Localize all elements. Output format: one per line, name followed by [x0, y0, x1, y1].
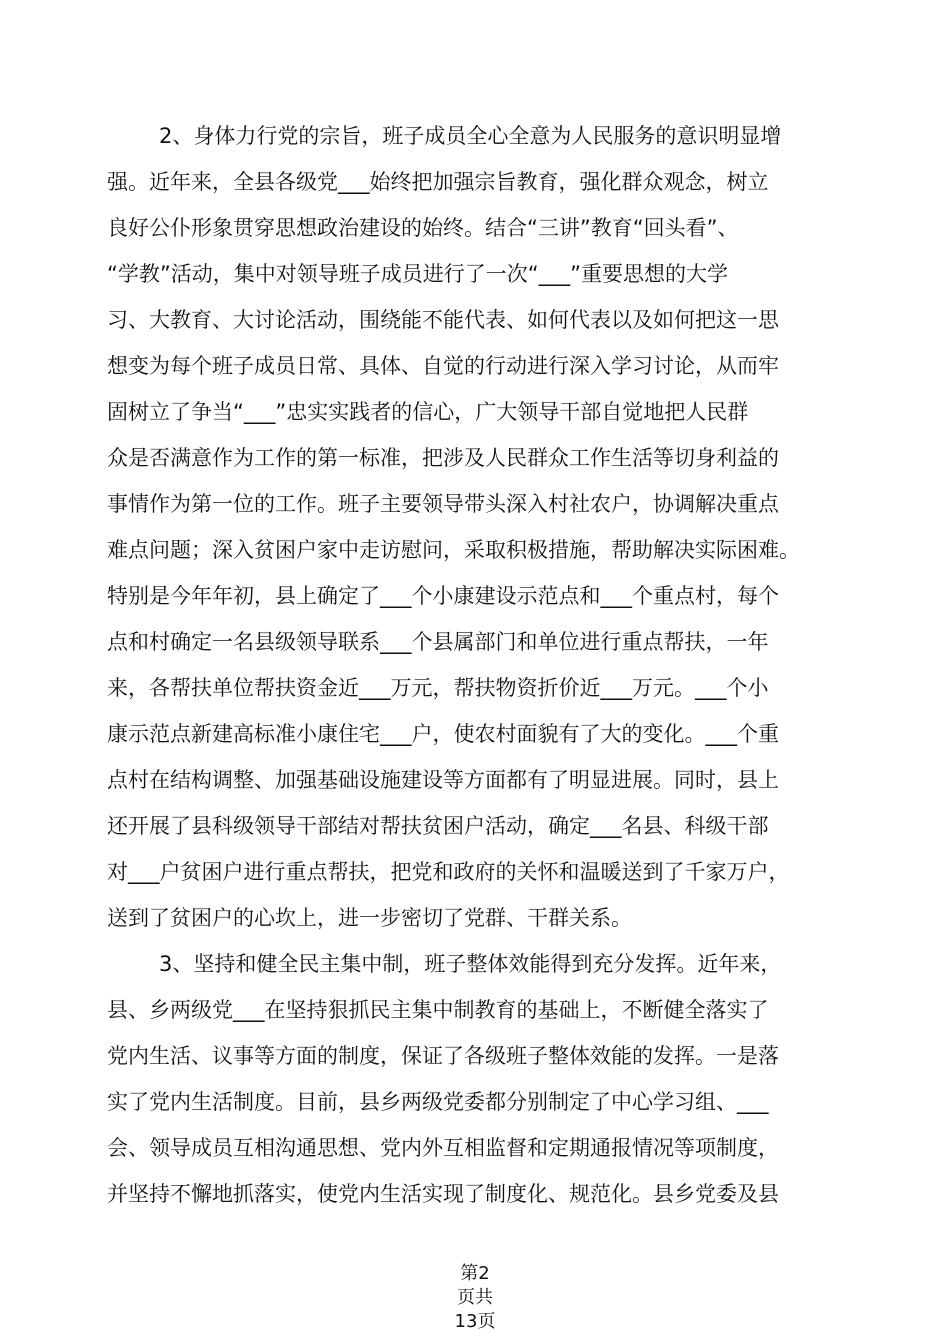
text-line: 并坚持不懈地抓落实，使党内生活实现了制度化、规范化。县乡党委及县 — [107, 1182, 779, 1206]
text-line: 县、乡两级党___在坚持狠抓民主集中制教育的基础上，不断健全落实了 — [107, 998, 769, 1022]
text-line: 众是否满意作为工作的第一标准，把涉及人民群众工作生活等切身利益的 — [107, 446, 779, 470]
text-line: 实了党内生活制度。目前，县乡两级党委都分别制定了中心学习组、___ — [107, 1090, 769, 1114]
text-line: 会、领导成员互相沟通思想、党内外互相监督和定期通报情况等项制度， — [107, 1136, 779, 1160]
text-line: 点和村确定一名县级领导联系___个县属部门和单位进行重点帮扶，一年 — [107, 630, 769, 654]
text-line: 良好公仆形象贯穿思想政治建设的始终。结合“三讲”教育“回头看”、 — [107, 216, 739, 240]
text-line: 习、大教育、大讨论活动，围绕能不能代表、如何代表以及如何把这一思 — [107, 308, 779, 332]
paragraph-2 — [107, 113, 837, 941]
text-line: 党内生活、议事等方面的制度，保证了各级班子整体效能的发挥。一是落 — [107, 1044, 779, 1068]
text-line: 难点问题；深入贫困户家中走访慰问，采取积极措施，帮助解决实际困难。 — [107, 538, 800, 562]
text-line: 康示范点新建高标准小康住宅___户，使农村面貌有了大的变化。___个重 — [107, 722, 779, 746]
document-body — [107, 113, 837, 1217]
text-line: 还开展了县科级领导干部结对帮扶贫困户活动，确定___名县、科级干部 — [107, 814, 769, 838]
text-line: 对___户贫困户进行重点帮扶，把党和政府的关怀和温暖送到了千家万户， — [107, 860, 790, 884]
page-number-footer — [0, 1262, 950, 1334]
page-number-line: 第2 — [460, 1263, 490, 1284]
page-number-line: 页共 — [457, 1287, 493, 1308]
text-line: 2、身体力行党的宗旨，班子成员全心全意为人民服务的意识明显增 — [159, 124, 782, 148]
text-line: 送到了贫困户的心坎上，进一步密切了党群、干群关系。 — [107, 906, 632, 930]
paragraph-3 — [107, 941, 837, 1217]
page-number-line: 13页 — [454, 1311, 496, 1332]
text-line: 固树立了争当“___”忠实实践者的信心，广大领导干部自觉地把人民群 — [107, 400, 749, 424]
text-line: 点村在结构调整、加强基础设施建设等方面都有了明显进展。同时，县上 — [107, 768, 779, 792]
text-line: “学教”活动，集中对领导班子成员进行了一次“___”重要思想的大学 — [107, 262, 729, 286]
text-line: 特别是今年年初，县上确定了___个小康建设示范点和___个重点村，每个 — [107, 584, 779, 608]
text-line: 想变为每个班子成员日常、具体、自觉的行动进行深入学习讨论，从而牢 — [107, 354, 779, 378]
text-line: 强。近年来，全县各级党___始终把加强宗旨教育，强化群众观念，树立 — [107, 170, 769, 194]
text-line: 来，各帮扶单位帮扶资金近___万元，帮扶物资折价近___万元。___个小 — [107, 676, 769, 700]
text-line: 3、坚持和健全民主集中制，班子整体效能得到充分发挥。近年来， — [159, 952, 782, 976]
text-line: 事情作为第一位的工作。班子主要领导带头深入村社农户，协调解决重点 — [107, 492, 779, 516]
